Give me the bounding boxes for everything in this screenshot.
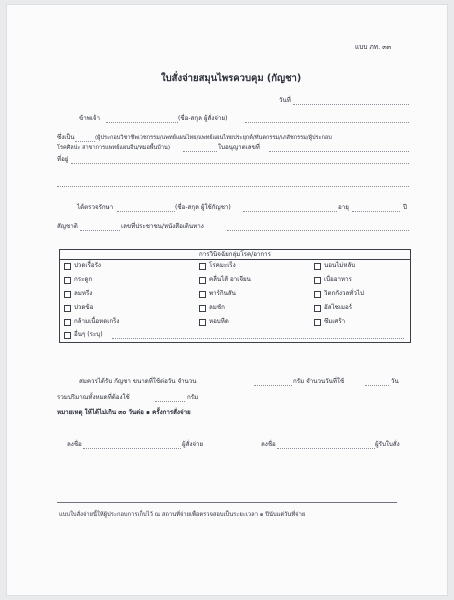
- receiver-signature-field[interactable]: [277, 448, 375, 449]
- prescriber-signature-field[interactable]: [83, 448, 181, 449]
- total-text: รวมปริมาณทั้งหมดที่ต้องใช้: [57, 394, 130, 401]
- form-title: ใบสั่งจ่ายสมุนไพรควบคุม (กัญชา): [161, 73, 302, 84]
- diag-item: หอบหืด: [209, 318, 229, 325]
- age-label: อายุ: [338, 204, 349, 211]
- footer-divider: [57, 502, 397, 503]
- diagnosis-heading: การวินิจฉัยกลุ่มโรค/อาการ: [60, 250, 410, 260]
- diag-item: ซึมเศร้า: [324, 318, 346, 325]
- dose-text-3: วัน: [391, 378, 399, 385]
- diag-item: ปวดข้อ: [74, 304, 94, 311]
- total-unit: กรัม: [187, 394, 199, 401]
- prescriber-name-hint: (ชื่อ-สกุล ผู้สั่งจ่าย): [178, 115, 228, 122]
- checkbox-muscle-spasm[interactable]: [64, 319, 71, 326]
- license-field[interactable]: [269, 151, 409, 152]
- diag-item: ลมหรีง: [74, 290, 93, 297]
- checkbox-depression[interactable]: [314, 319, 321, 326]
- prescriber-role-label: ผู้สั่งจ่าย: [182, 441, 204, 448]
- year-label: ปี: [403, 204, 407, 211]
- form-number: แบบ ภท. ๓๓: [355, 43, 392, 51]
- patient-name-hint: (ชื่อ-สกุล ผู้ใช้กัญชา): [175, 204, 231, 211]
- receiver-role-label: ผู้รับใบสั่ง: [375, 441, 400, 448]
- date-label: วันที่: [279, 97, 291, 104]
- diagnosis-box: [59, 249, 411, 343]
- diag-item: กล้ามเนื้อหดเกร็ง: [74, 318, 120, 325]
- prescriber-i-label: ข้าพเจ้า: [79, 115, 100, 122]
- date-field[interactable]: [293, 104, 409, 105]
- age-field[interactable]: [352, 211, 400, 212]
- address-field-2[interactable]: [57, 186, 409, 187]
- address-field[interactable]: [71, 163, 409, 164]
- diag-item: เบื่ออาหาร: [324, 276, 352, 283]
- dose-text-2: กรัม จำนวนวันที่ใช้: [293, 378, 345, 385]
- status-options: (ผู้ประกอบวิชาชีพเวชกรรม/แพทย์แผนไทย/แพทย์แผนไทยประยุกต์/ทันตกรรม/เภสัชกรรม/ผู้ประกอบ: [95, 135, 332, 141]
- checkbox-bone[interactable]: [64, 277, 71, 284]
- footer-note: แบบใบสั่งจ่ายนี้ให้ผู้ประกอบการเก็บไว้ ณ สถานที่จ่ายเพื่อตรวจสอบเป็นระยะเวลา ๑ ปีนับแต่วันที่จ่าย: [59, 512, 306, 518]
- checkbox-other[interactable]: [64, 332, 71, 339]
- id-field[interactable]: [227, 230, 409, 231]
- patient-name-field[interactable]: [117, 211, 175, 212]
- daily-dose-field[interactable]: [254, 385, 292, 386]
- form-sheet: [7, 5, 447, 595]
- diag-item: วิตกกังวลทั่วไป: [324, 290, 364, 297]
- checkbox-joint-pain[interactable]: [64, 305, 71, 312]
- checkbox-asthma[interactable]: [199, 319, 206, 326]
- diag-item: กระดูก: [74, 276, 93, 283]
- id-label: เลขที่ประชาชน/หนังสือเดินทาง: [121, 223, 204, 230]
- status-detail-field[interactable]: [183, 151, 217, 152]
- checkbox-cancer[interactable]: [199, 263, 206, 270]
- checkbox-parkinson[interactable]: [199, 291, 206, 298]
- checkbox-col1-3[interactable]: [64, 291, 71, 298]
- sign-label-prescriber: ลงชื่อ: [67, 441, 82, 448]
- checkbox-insomnia[interactable]: [314, 263, 321, 270]
- diag-item: โรคมะเร็ง: [209, 262, 236, 269]
- status-options-2: โรคศิลปะ สาขาการแพทย์แผนจีน/หมอพื้นบ้าน): [57, 145, 171, 151]
- diag-item: พาร์กินสัน: [209, 290, 236, 297]
- diag-item: ลมชัก: [209, 304, 225, 311]
- checkbox-epilepsy[interactable]: [199, 305, 206, 312]
- prescriber-name-field[interactable]: [106, 122, 178, 123]
- checkbox-nausea[interactable]: [199, 277, 206, 284]
- checkbox-alzheimer[interactable]: [314, 305, 321, 312]
- patient-examined-label: ได้ตรวจรักษา: [77, 204, 114, 211]
- days-field[interactable]: [365, 385, 389, 386]
- dose-text-1: สมควรได้รับ กัญชา ขนาดที่ใช้ต่อวัน จำนวน: [79, 378, 197, 385]
- checkbox-chronic-pain[interactable]: [64, 263, 71, 270]
- nationality-field[interactable]: [80, 230, 120, 231]
- address-label: ที่อยู่: [57, 156, 69, 163]
- diag-other-field[interactable]: [112, 338, 404, 339]
- prescriber-extra-field[interactable]: [245, 122, 409, 123]
- diag-other-label: อื่นๆ (ระบุ): [74, 331, 103, 338]
- nationality-label: สัญชาติ: [57, 223, 78, 230]
- diag-item: อัลไซเมอร์: [324, 304, 353, 311]
- checkbox-anxiety[interactable]: [314, 291, 321, 298]
- status-field[interactable]: [75, 141, 95, 142]
- status-prefix: ซึ่งเป็น: [57, 134, 75, 141]
- patient-extra-field[interactable]: [243, 211, 337, 212]
- sign-label-receiver: ลงชื่อ: [261, 441, 276, 448]
- diag-item: นอนไม่หลับ: [324, 262, 356, 269]
- checkbox-anorexia[interactable]: [314, 277, 321, 284]
- license-label: ใบอนุญาตเลขที่: [218, 144, 260, 151]
- dosage-note: หมายเหตุ ให้ได้ไม่เกิน ๓๐ วันต่อ ๑ ครั้งการสั่งจ่าย: [57, 409, 191, 416]
- total-field[interactable]: [155, 401, 185, 402]
- diag-item: ปวดเรื้อรัง: [74, 262, 101, 269]
- diag-item: คลื่นไส้ อาเจียน: [209, 276, 251, 283]
